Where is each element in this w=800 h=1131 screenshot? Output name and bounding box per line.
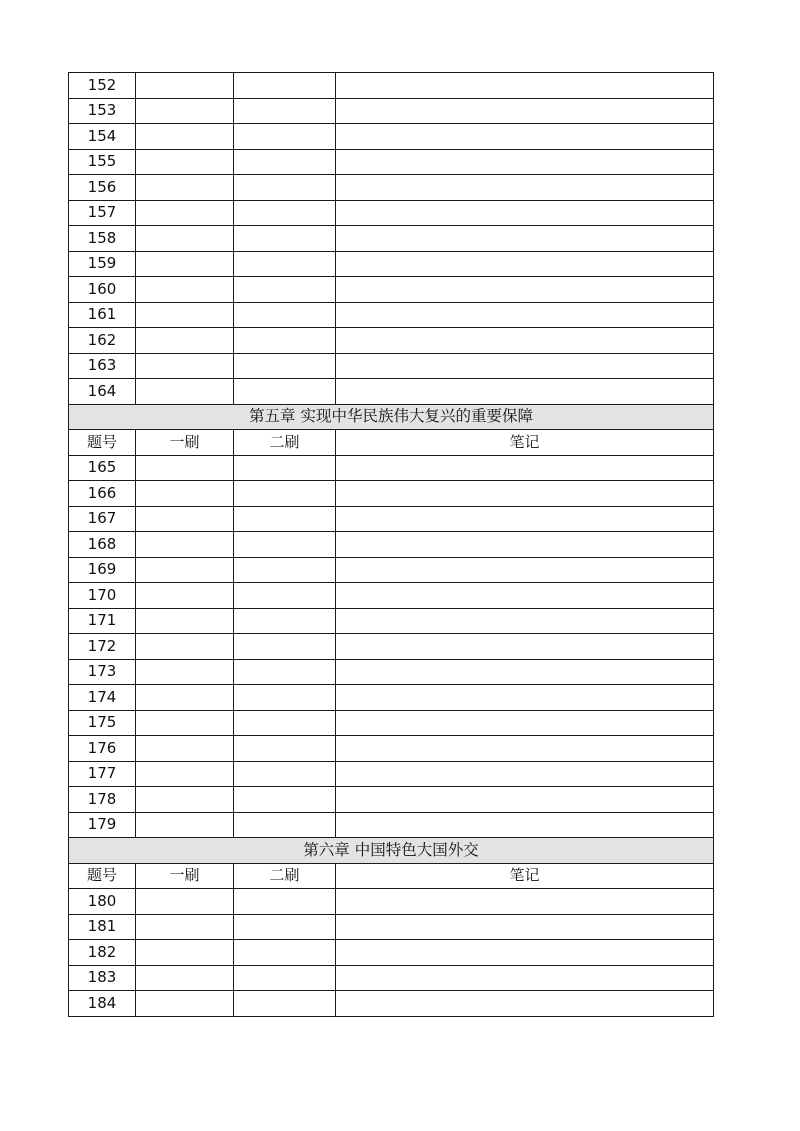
first-pass-cell[interactable] (136, 73, 234, 99)
table-row (69, 710, 714, 736)
notes-cell[interactable] (336, 455, 714, 481)
question-number: 169 (69, 557, 136, 583)
first-pass-cell[interactable] (136, 889, 234, 915)
notes-cell[interactable] (336, 175, 714, 201)
question-number: 158 (69, 226, 136, 252)
question-number: 167 (69, 506, 136, 532)
first-pass-cell[interactable] (136, 328, 234, 354)
first-pass-cell[interactable] (136, 761, 234, 787)
second-pass-cell[interactable] (234, 787, 336, 813)
first-pass-cell[interactable] (136, 991, 234, 1017)
header-first-pass: 一刷 (136, 430, 234, 456)
question-number: 179 (69, 812, 136, 838)
first-pass-cell[interactable] (136, 226, 234, 252)
table-row (69, 583, 714, 609)
first-pass-cell[interactable] (136, 940, 234, 966)
question-number: 170 (69, 583, 136, 609)
notes-cell[interactable] (336, 940, 714, 966)
second-pass-cell[interactable] (234, 532, 336, 558)
notes-cell[interactable] (336, 98, 714, 124)
notes-cell[interactable] (336, 761, 714, 787)
first-pass-cell[interactable] (136, 914, 234, 940)
table-row (69, 455, 714, 481)
second-pass-cell[interactable] (234, 353, 336, 379)
notes-cell[interactable] (336, 251, 714, 277)
first-pass-cell[interactable] (136, 149, 234, 175)
table-row (69, 889, 714, 915)
table-row (69, 736, 714, 762)
first-pass-cell[interactable] (136, 685, 234, 711)
chapter-title: 第五章 实现中华民族伟大复兴的重要保障 (69, 404, 714, 430)
second-pass-cell[interactable] (234, 608, 336, 634)
first-pass-cell[interactable] (136, 175, 234, 201)
first-pass-cell[interactable] (136, 736, 234, 762)
first-pass-cell[interactable] (136, 710, 234, 736)
header-notes: 笔记 (336, 430, 714, 456)
question-number: 155 (69, 149, 136, 175)
first-pass-cell[interactable] (136, 557, 234, 583)
second-pass-cell[interactable] (234, 277, 336, 303)
notes-cell[interactable] (336, 710, 714, 736)
header-question-number: 题号 (69, 430, 136, 456)
question-number: 159 (69, 251, 136, 277)
table-row (69, 379, 714, 405)
second-pass-cell[interactable] (234, 251, 336, 277)
question-number: 152 (69, 73, 136, 99)
table-row (69, 965, 714, 991)
notes-cell[interactable] (336, 379, 714, 405)
table-row (69, 200, 714, 226)
second-pass-cell[interactable] (234, 940, 336, 966)
second-pass-cell[interactable] (234, 455, 336, 481)
second-pass-cell[interactable] (234, 812, 336, 838)
first-pass-cell[interactable] (136, 532, 234, 558)
second-pass-cell[interactable] (234, 124, 336, 150)
question-number: 161 (69, 302, 136, 328)
table-row (69, 608, 714, 634)
second-pass-cell[interactable] (234, 736, 336, 762)
notes-cell[interactable] (336, 965, 714, 991)
first-pass-cell[interactable] (136, 251, 234, 277)
table-row (69, 659, 714, 685)
second-pass-cell[interactable] (234, 328, 336, 354)
header-first-pass: 一刷 (136, 863, 234, 889)
column-header-row (69, 430, 714, 456)
question-number: 181 (69, 914, 136, 940)
header-question-number: 题号 (69, 863, 136, 889)
first-pass-cell[interactable] (136, 812, 234, 838)
notes-cell[interactable] (336, 124, 714, 150)
first-pass-cell[interactable] (136, 634, 234, 660)
first-pass-cell[interactable] (136, 659, 234, 685)
notes-cell[interactable] (336, 328, 714, 354)
question-number: 171 (69, 608, 136, 634)
second-pass-cell[interactable] (234, 583, 336, 609)
table-row (69, 353, 714, 379)
second-pass-cell[interactable] (234, 481, 336, 507)
first-pass-cell[interactable] (136, 787, 234, 813)
question-number: 163 (69, 353, 136, 379)
question-number: 164 (69, 379, 136, 405)
question-number: 184 (69, 991, 136, 1017)
table-row (69, 761, 714, 787)
chapter-title-row (69, 838, 714, 864)
notes-cell[interactable] (336, 583, 714, 609)
notes-cell[interactable] (336, 685, 714, 711)
notes-cell[interactable] (336, 149, 714, 175)
table-row (69, 991, 714, 1017)
table-row (69, 481, 714, 507)
question-number: 180 (69, 889, 136, 915)
table-row (69, 787, 714, 813)
question-number: 153 (69, 98, 136, 124)
first-pass-cell[interactable] (136, 455, 234, 481)
second-pass-cell[interactable] (234, 659, 336, 685)
table-row (69, 175, 714, 201)
notes-cell[interactable] (336, 481, 714, 507)
second-pass-cell[interactable] (234, 149, 336, 175)
table-row (69, 506, 714, 532)
second-pass-cell[interactable] (234, 991, 336, 1017)
question-number: 178 (69, 787, 136, 813)
first-pass-cell[interactable] (136, 98, 234, 124)
table-row (69, 634, 714, 660)
notes-cell[interactable] (336, 277, 714, 303)
second-pass-cell[interactable] (234, 710, 336, 736)
header-notes: 笔记 (336, 863, 714, 889)
question-number: 176 (69, 736, 136, 762)
table-row (69, 124, 714, 150)
question-number: 172 (69, 634, 136, 660)
notes-cell[interactable] (336, 302, 714, 328)
second-pass-cell[interactable] (234, 965, 336, 991)
table-body (69, 73, 714, 1017)
notes-cell[interactable] (336, 353, 714, 379)
second-pass-cell[interactable] (234, 175, 336, 201)
table-row (69, 73, 714, 99)
second-pass-cell[interactable] (234, 226, 336, 252)
notes-cell[interactable] (336, 226, 714, 252)
notes-cell[interactable] (336, 557, 714, 583)
first-pass-cell[interactable] (136, 379, 234, 405)
header-second-pass: 二刷 (234, 430, 336, 456)
first-pass-cell[interactable] (136, 608, 234, 634)
second-pass-cell[interactable] (234, 761, 336, 787)
first-pass-cell[interactable] (136, 200, 234, 226)
question-number: 177 (69, 761, 136, 787)
notes-cell[interactable] (336, 532, 714, 558)
notes-cell[interactable] (336, 506, 714, 532)
second-pass-cell[interactable] (234, 302, 336, 328)
header-second-pass: 二刷 (234, 863, 336, 889)
question-number: 154 (69, 124, 136, 150)
question-number: 173 (69, 659, 136, 685)
first-pass-cell[interactable] (136, 302, 234, 328)
question-number: 165 (69, 455, 136, 481)
second-pass-cell[interactable] (234, 685, 336, 711)
second-pass-cell[interactable] (234, 557, 336, 583)
first-pass-cell[interactable] (136, 583, 234, 609)
notes-cell[interactable] (336, 914, 714, 940)
second-pass-cell[interactable] (234, 889, 336, 915)
question-number: 183 (69, 965, 136, 991)
second-pass-cell[interactable] (234, 634, 336, 660)
first-pass-cell[interactable] (136, 124, 234, 150)
second-pass-cell[interactable] (234, 73, 336, 99)
table-row (69, 302, 714, 328)
question-number: 182 (69, 940, 136, 966)
table-row (69, 914, 714, 940)
column-header-row (69, 863, 714, 889)
table-row (69, 277, 714, 303)
question-number: 157 (69, 200, 136, 226)
question-number: 168 (69, 532, 136, 558)
question-number: 160 (69, 277, 136, 303)
notes-cell[interactable] (336, 659, 714, 685)
first-pass-cell[interactable] (136, 353, 234, 379)
notes-cell[interactable] (336, 812, 714, 838)
table-row (69, 812, 714, 838)
table-row (69, 328, 714, 354)
chapter-title-row (69, 404, 714, 430)
first-pass-cell[interactable] (136, 506, 234, 532)
table-row (69, 251, 714, 277)
second-pass-cell[interactable] (234, 914, 336, 940)
question-number: 156 (69, 175, 136, 201)
notes-cell[interactable] (336, 991, 714, 1017)
chapter-title: 第六章 中国特色大国外交 (69, 838, 714, 864)
notes-cell[interactable] (336, 736, 714, 762)
notes-cell[interactable] (336, 787, 714, 813)
table-row (69, 532, 714, 558)
table-row (69, 226, 714, 252)
review-tracker-table (68, 72, 714, 1017)
table-row (69, 685, 714, 711)
second-pass-cell[interactable] (234, 506, 336, 532)
notes-cell[interactable] (336, 608, 714, 634)
notes-cell[interactable] (336, 634, 714, 660)
notes-cell[interactable] (336, 200, 714, 226)
table-row (69, 940, 714, 966)
first-pass-cell[interactable] (136, 481, 234, 507)
second-pass-cell[interactable] (234, 98, 336, 124)
table-row (69, 557, 714, 583)
question-number: 166 (69, 481, 136, 507)
question-number: 162 (69, 328, 136, 354)
first-pass-cell[interactable] (136, 965, 234, 991)
notes-cell[interactable] (336, 889, 714, 915)
notes-cell[interactable] (336, 73, 714, 99)
second-pass-cell[interactable] (234, 379, 336, 405)
first-pass-cell[interactable] (136, 277, 234, 303)
second-pass-cell[interactable] (234, 200, 336, 226)
question-number: 175 (69, 710, 136, 736)
question-number: 174 (69, 685, 136, 711)
table-row (69, 98, 714, 124)
table-row (69, 149, 714, 175)
